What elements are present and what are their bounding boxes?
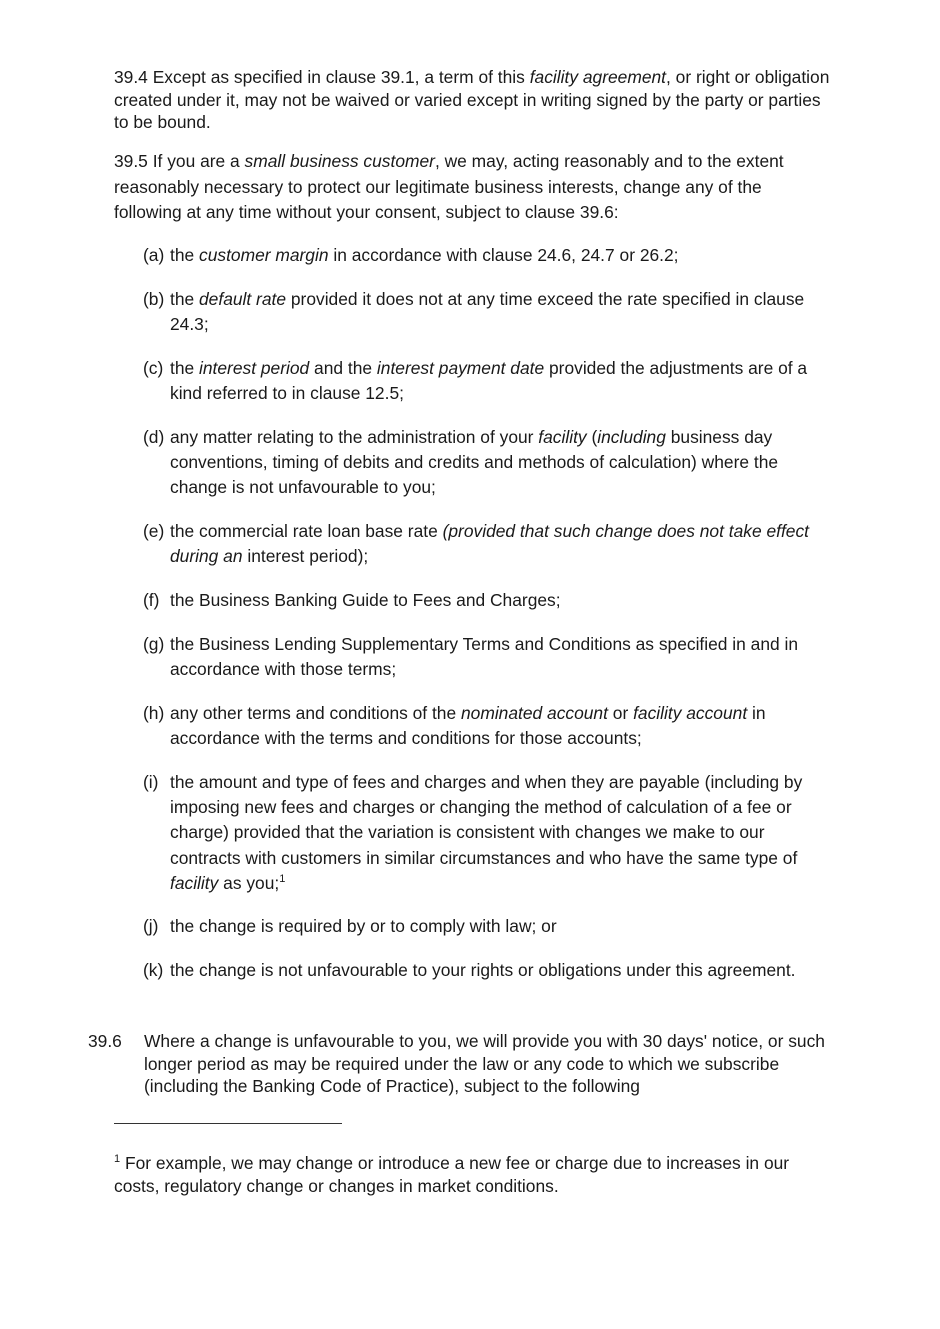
item-text: the commercial rate loan base rate (provided that such change does not take effect during an interest period); [170,521,810,567]
item-label: (g) [143,634,165,654]
item-label: (f) [143,590,160,610]
footnote-marker: 1 [114,1153,121,1166]
list-item [143,425,833,501]
item-text: the interest period and the interest payment date provided the adjustments are of a kind referred to in clause 12.5; [170,358,808,404]
item-label: (e) [143,521,165,541]
item-text: the amount and type of fees and charges and when they are payable (including by imposing new fees and charges or changing the method of calculation of a fee or charge) provided that the variation is consistent with changes we make to our contracts with customers in similar circumstances and who have the same type of facility as you;$^1$ [170,772,803,893]
footnote-text: For example, we may change or introduce a new fee or charge due to increases in our costs, regulatory change or changes in market conditions. [114,1153,790,1196]
footnote-separator [114,1123,342,1124]
item-label: (i) [143,772,159,792]
item-label: (a) [143,245,165,265]
item-text: the change is not unfavourable to your rights or obligations under this agreement. [170,960,796,980]
clause-number: 39.6 [88,1031,122,1051]
item-label: (h) [143,703,165,723]
item-label: (d) [143,427,165,447]
list-item [143,701,833,751]
list-item [143,632,833,682]
item-label: (j) [143,916,159,936]
clause-39-4 [114,66,834,134]
clause-text: If you are a small business customer, we may, acting reasonably and to the extent reasonably necessary to protect our legitimate business interests, change any of the following at any time without your consent, subject to clause 39.6: [114,151,784,222]
item-text: any matter relating to the administration of your facility (including business day conventions, timing of debits and credits and methods of calculation) where the change is not unfavourable to you; [170,427,779,498]
list-item [143,287,833,337]
clause-number: 39.5 [114,151,148,171]
list-item [143,958,833,983]
list-item [143,243,833,268]
list-item [143,356,833,406]
item-label: (k) [143,960,164,980]
list-item [143,770,833,896]
clause-39-5 [114,149,834,226]
item-text: the customer margin in accordance with clause 24.6, 24.7 or 26.2; [170,245,679,265]
item-text: the default rate provided it does not at any time exceed the rate specified in clause 24.3; [170,289,805,335]
footnote-reference[interactable]: 1 [279,873,286,886]
list-item [143,914,833,939]
item-label: (b) [143,289,165,309]
clause-text: Where a change is unfavourable to you, we will provide you with 30 days' notice, or such longer period as may be required under the law or any code to which we subscribe (including the Banking Code of Practice), subject to the following [144,1031,825,1096]
list-item [143,519,833,569]
item-text: the Business Lending Supplementary Terms and Conditions as specified in and in accordance with those terms; [170,634,799,680]
item-text: the Business Banking Guide to Fees and Charges; [170,590,561,610]
item-text: the change is required by or to comply with law; or [170,916,557,936]
clause-text: Except as specified in clause 39.1, a term of this facility agreement, or right or obligation created under it, may not be waived or varied except in writing signed by the party or parties to be bound. [114,67,830,132]
footnote [114,1152,834,1197]
clause-number: 39.4 [114,67,148,87]
list-item [143,588,833,613]
item-label: (c) [143,358,164,378]
clause-39-6 [88,1030,848,1098]
item-text: any other terms and conditions of the nominated account or facility account in accordance with the terms and conditions for those accounts; [170,703,766,749]
